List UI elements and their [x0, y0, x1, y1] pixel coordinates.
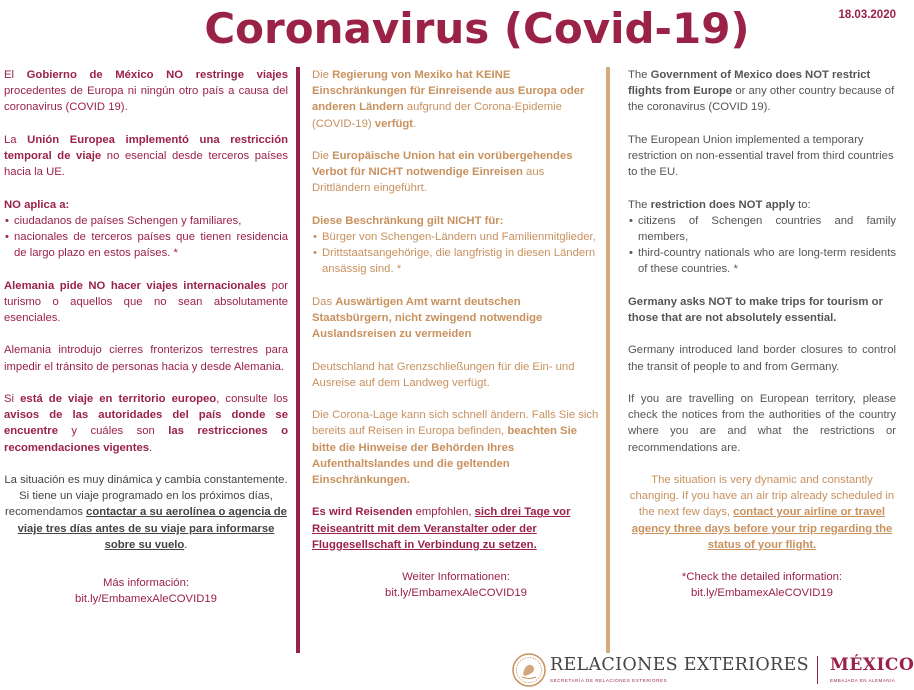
- es-paragraph-6: Si está de viaje en territorio europeo, consulte los avisos de las autoridades del país donde se encuentre y cuáles son las restricciones o recomendaciones vigentes.: [4, 392, 289, 454]
- en-paragraph-5: Germany introduced land border closures to control the transit of people to and from Germany.: [628, 344, 896, 373]
- mexico-logo-subtext: EMBAJADA EN ALEMANIA: [830, 678, 896, 683]
- list-item: • Drittstaatsangehörige, die langfristig in diesen Ländern ansässig sind. *: [312, 245, 600, 277]
- list-item: • citizens of Schengen countries and family members,: [628, 213, 896, 245]
- de-paragraph-2: Die Europäische Union hat ein vorübergehendes Verbot für NICHT notwendige Einreisen aus Drittländern eingeführt.: [312, 150, 573, 195]
- de-contact-advice: sich drei Tage vor Reiseantritt mit dem Veranstalter oder der Fluggesellschaft in Verbindung zu setzen.: [312, 506, 571, 551]
- column-spanish: [4, 67, 288, 624]
- footer-logos: [510, 652, 914, 688]
- es-exceptions-title: NO aplica a:: [4, 198, 70, 211]
- en-contact-advice: contact your airline or travel agency three days before your trip regarding the status of your flight.: [631, 506, 893, 551]
- es-paragraph-7: La situación es muy dinámica y cambia constantemente. Si tiene un viaje programado en los próximos días, recomendamos contactar a su aerolínea o agencia de viaje tres días antes de su viaje para informarse sobre su vuelo.: [4, 473, 288, 551]
- en-paragraph-7: The situation is very dynamic and constantly changing. If you have an air trip already scheduled in the next few days, contact your airline or travel agency three days before your trip regarding the status of your flight.: [629, 473, 895, 551]
- es-paragraph-2: La Unión Europea implementó una restricción temporal de viaje no esencial desde terceros países hacia la UE.: [4, 133, 289, 179]
- es-paragraph-1: El Gobierno de México NO restringe viajes procedentes de Europa ni ningún otro país a causa del coronavirus (COVID 19).: [4, 69, 288, 114]
- en-more-label: *Check the detailed information:: [681, 571, 843, 584]
- divider-maroon: [296, 67, 300, 653]
- es-contact-advice: contactar a su aerolínea o agencia de viaje tres días antes de su viaje para informarse sobre su vuelo: [17, 506, 287, 551]
- de-exceptions: [312, 213, 600, 278]
- list-item: • nacionales de terceros países que tienen residencia de largo plazo en estos países. *: [4, 229, 288, 261]
- es-paragraph-5: Alemania introdujo cierres fronterizos terrestres para impedir el tránsito de personas hacia y desde Alemania.: [4, 344, 288, 373]
- divider-gold: [606, 67, 610, 653]
- date-label: 18.03.2020: [838, 9, 896, 21]
- de-paragraph-1: Die Regierung von Mexiko hat KEINE Einschränkungen für Einreisende aus Europa oder anderen Ländern aufgrund der Corona-Epidemie (COVID-19) verfügt.: [312, 69, 585, 130]
- en-paragraph-4: Germany asks NOT to make trips for tourism or those that are not absolutely essential.: [628, 295, 883, 324]
- eagle-seal-icon: [512, 653, 546, 687]
- es-exceptions: [4, 197, 288, 262]
- de-paragraph-6: Die Corona-Lage kann sich schnell ändern. Falls Sie sich bereits auf Reisen in Europa befinden, beachten Sie bitte die Hinweise der Behörden Ihres Aufenthaltslandes und die geltenden Einschränkungen.: [312, 409, 599, 486]
- en-more-link[interactable]: bit.ly/EmbamexAleCOVID19: [691, 587, 833, 600]
- es-more-label: Más información:: [102, 577, 189, 589]
- de-exceptions-title: Diese Beschränkung gilt NICHT für:: [312, 214, 504, 227]
- mexico-logo-text: MÉXICO: [830, 655, 914, 675]
- en-paragraph-2: The European Union implemented a temporary restriction on non-essential travel from third countries to the EU.: [628, 133, 894, 179]
- en-more-info: [628, 569, 896, 601]
- en-exceptions-title: The restriction does NOT apply to:: [628, 198, 811, 211]
- de-paragraph-5: Deutschland hat Grenzschließungen für die Ein- und Ausreise auf dem Landweg verfügt.: [312, 360, 575, 389]
- de-more-info: [312, 569, 600, 601]
- en-paragraph-6: If you are travelling on European territory, please check the notices from the authorities of the country where you are and what the restrictions or recommendations are.: [628, 392, 896, 454]
- list-item: • ciudadanos de países Schengen y familiares,: [4, 213, 288, 229]
- de-paragraph-4: Das Auswärtigen Amt warnt deutschen Staatsbürgern, nicht zwingend notwendige Auslandsreisen zu vermeiden: [312, 295, 543, 341]
- footer-divider: [817, 656, 818, 684]
- column-german: [312, 67, 600, 618]
- en-exceptions: [628, 197, 896, 278]
- en-paragraph-1: The Government of Mexico does NOT restrict flights from Europe or any other country because of the coronavirus (COVID 19).: [628, 69, 895, 114]
- list-item: • third-country nationals who are long-term residents of these countries. *: [628, 245, 896, 277]
- de-more-link[interactable]: bit.ly/EmbamexAleCOVID19: [385, 587, 527, 600]
- de-more-label: Weiter Informationen:: [402, 571, 510, 584]
- column-english: [628, 67, 896, 618]
- es-paragraph-4: Alemania pide NO hacer viajes internacionales por turismo o aquellos que no sean absolutamente esenciales.: [4, 279, 288, 324]
- list-item: • Bürger von Schengen-Ländern und Familienmitglieder,: [312, 229, 600, 245]
- de-paragraph-7: Es wird Reisenden empfohlen, sich drei Tage vor Reiseantritt mit dem Veranstalter oder der Fluggesellschaft in Verbindung zu setzen.: [312, 506, 571, 551]
- page-title: Coronavirus (Covid-19): [204, 4, 750, 53]
- sre-logo-text: RELACIONES EXTERIORES: [550, 655, 809, 675]
- sre-logo-subtext: SECRETARÍA DE RELACIONES EXTERIORES: [550, 678, 668, 683]
- es-more-link[interactable]: bit.ly/EmbamexAleCOVID19: [75, 593, 217, 606]
- es-more-info: [4, 575, 288, 607]
